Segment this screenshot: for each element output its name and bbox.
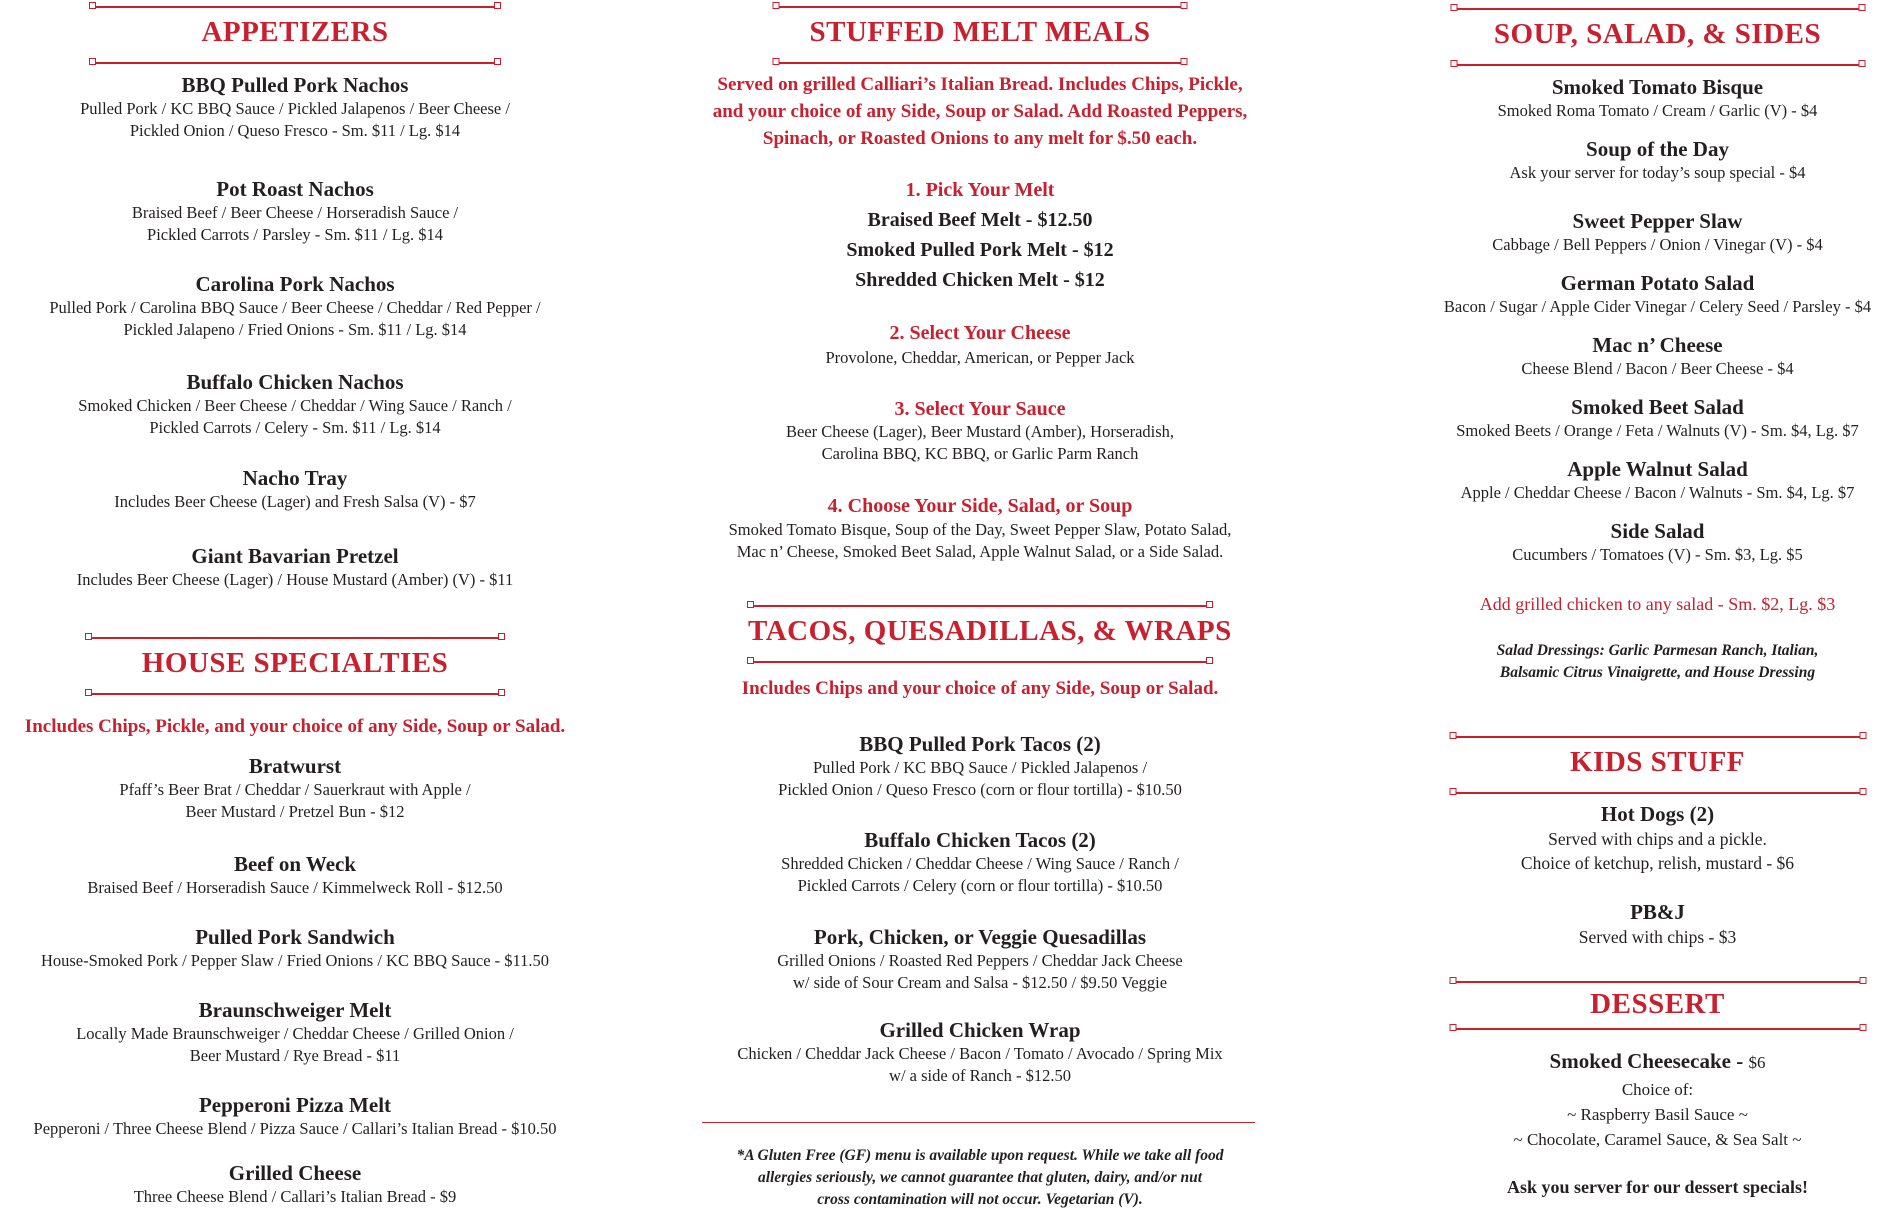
- item-desc: Served with chips - $3: [1578, 927, 1737, 947]
- menu-item: [0, 1161, 590, 1208]
- melt-option: Shredded Chicken Melt - $12: [855, 269, 1105, 291]
- item-desc: Locally Made Braunschweiger / Cheddar Cheese / Grilled Onion / Beer Mustard / Rye Bread - $11: [76, 1024, 514, 1065]
- item-name: Grilled Chicken Wrap: [879, 1018, 1081, 1042]
- gluten-free-disclaimer: *A Gluten Free (GF) menu is available upon request. While we take all food allergies seriously, we cannot guarantee that gluten, dairy, and/or nut cross contamination will not occur. Vegetarian (V).: [736, 1147, 1224, 1208]
- menu-item: [1415, 900, 1900, 949]
- item-desc: Smoked Chicken / Beer Cheese / Cheddar / Wing Sauce / Ranch / Pickled Carrots / Celery - Sm. $11 / Lg. $14: [78, 396, 512, 437]
- menu-item: [0, 998, 590, 1067]
- dessert-banner: [1450, 981, 1865, 1030]
- soup-salad-title: SOUP, SALAD, & SIDES: [1493, 18, 1822, 50]
- dessert-title: DESSERT: [1590, 988, 1725, 1020]
- menu-item: [0, 177, 590, 246]
- item-desc: Shredded Chicken / Cheddar Cheese / Wing Sauce / Ranch / Pickled Carrots / Celery (corn or flour tortilla) - $10.50: [781, 854, 1179, 895]
- item-desc: Bacon / Sugar / Apple Cider Vinegar / Celery Seed / Parsley - $4: [1443, 297, 1872, 316]
- stuffed-melt-intro: Served on grilled Calliari’s Italian Bread. Includes Chips, Pickle, and your choice of any Side, Soup or Salad. Add Roasted Peppers, Spinach, or Roasted Onions to any melt for $.50 each.: [712, 74, 1248, 149]
- item-name: Giant Bavarian Pretzel: [191, 544, 399, 568]
- item-name: Smoked Beet Salad: [1571, 395, 1744, 419]
- item-name: [1415, 1049, 1900, 1075]
- melt-option: Braised Beef Melt - $12.50: [867, 209, 1093, 231]
- item-name: Braunschweiger Melt: [198, 998, 392, 1022]
- item-desc: Served with chips and a pickle. Choice of ketchup, relish, mustard - $6: [1520, 829, 1795, 873]
- item-name: PB&J: [1630, 900, 1685, 924]
- cheese-options: Provolone, Cheddar, American, or Pepper Jack: [825, 348, 1135, 367]
- melt-list: [690, 205, 1270, 295]
- menu-item: [690, 1018, 1270, 1087]
- item-desc: Grilled Onions / Roasted Red Peppers / Cheddar Jack Cheese w/ side of Sour Cream and Salsa - $12.50 / $9.50 Veggie: [777, 951, 1183, 992]
- item-name: Buffalo Chicken Tacos (2): [864, 828, 1096, 852]
- item-name: German Potato Salad: [1560, 271, 1755, 295]
- dessert-specials-note: Ask you server for our dessert specials!: [1507, 1177, 1808, 1197]
- appetizers-banner: [90, 6, 500, 64]
- item-desc: Pulled Pork / KC BBQ Sauce / Pickled Jalapenos / Beer Cheese / Pickled Onion / Queso Fresco - Sm. $11 / Lg. $14: [80, 99, 510, 140]
- stuffed-melt-title: STUFFED MELT MEALS: [809, 16, 1151, 48]
- appetizers-title: APPETIZERS: [201, 16, 389, 48]
- item-name: BBQ Pulled Pork Nachos: [181, 73, 409, 97]
- menu-item: [0, 466, 590, 513]
- kids-stuff-title: KIDS STUFF: [1569, 746, 1745, 778]
- menu-item: [1415, 519, 1900, 566]
- add-chicken-note: Add grilled chicken to any salad - Sm. $2, Lg. $3: [1479, 594, 1836, 614]
- kids-stuff-banner: [1450, 736, 1865, 794]
- item-name: Buffalo Chicken Nachos: [186, 370, 404, 394]
- item-desc: Pepperoni / Three Cheese Blend / Pizza Sauce / Callari’s Italian Bread - $10.50: [33, 1119, 557, 1138]
- menu-item: [0, 754, 590, 823]
- item-desc: Choice of: ~ Raspberry Basil Sauce ~ ~ Chocolate, Caramel Sauce, & Sea Salt ~: [1513, 1080, 1802, 1149]
- item-desc: Pulled Pork / KC BBQ Sauce / Pickled Jalapenos / Pickled Onion / Queso Fresco (corn or flour tortilla) - $10.50: [778, 758, 1182, 799]
- soup-salad-banner: [1451, 8, 1864, 66]
- menu-item: [0, 925, 590, 972]
- item-name: Hot Dogs (2): [1600, 802, 1715, 826]
- step-pick-melt: 1. Pick Your Melt: [905, 179, 1055, 201]
- item-name: BBQ Pulled Pork Tacos (2): [859, 732, 1101, 756]
- tacos-title: TACOS, QUESADILLAS, & WRAPS: [748, 615, 1232, 647]
- item-desc: Cheese Blend / Bacon / Beer Cheese - $4: [1521, 359, 1794, 378]
- item-desc: Braised Beef / Horseradish Sauce / Kimmelweck Roll - $12.50: [87, 878, 503, 897]
- item-desc: Chicken / Cheddar Jack Cheese / Bacon / Tomato / Avocado / Spring Mix w/ a side of Ranch - $12.50: [737, 1044, 1223, 1085]
- item-desc: Three Cheese Blend / Callari’s Italian Bread - $9: [133, 1187, 457, 1206]
- item-name: Carolina Pork Nachos: [195, 272, 395, 296]
- menu-item: [1415, 271, 1900, 318]
- menu-item: [1415, 333, 1900, 380]
- item-name: Beef on Weck: [233, 852, 357, 876]
- item-desc: Pulled Pork / Carolina BBQ Sauce / Beer Cheese / Cheddar / Red Pepper / Pickled Jalapeno / Fried Onions - Sm. $11 / Lg. $14: [49, 298, 541, 339]
- item-name: Apple Walnut Salad: [1567, 457, 1748, 481]
- divider: [702, 1122, 1255, 1123]
- menu-item: [1415, 1049, 1900, 1152]
- melt-option: Smoked Pulled Pork Melt - $12: [846, 239, 1114, 261]
- item-name: Grilled Cheese: [228, 1161, 362, 1185]
- item-name: Sweet Pepper Slaw: [1572, 209, 1743, 233]
- item-desc: Cucumbers / Tomatoes (V) - Sm. $3, Lg. $5: [1512, 545, 1803, 564]
- menu-item: [0, 370, 590, 439]
- dessert-name: Smoked Cheesecake -: [1549, 1049, 1749, 1073]
- house-specialties-title: HOUSE SPECIALTIES: [141, 647, 449, 679]
- menu-item: [1415, 802, 1900, 875]
- item-name: Pulled Pork Sandwich: [195, 925, 395, 949]
- item-name: Pork, Chicken, or Veggie Quesadillas: [813, 925, 1147, 949]
- item-desc: Ask your server for today’s soup special - $4: [1509, 163, 1806, 182]
- house-specialties-banner: [86, 637, 504, 695]
- stuffed-melt-banner: [774, 6, 1187, 64]
- tacos-banner: [748, 605, 1232, 663]
- item-desc: Pfaff’s Beer Brat / Cheddar / Sauerkraut with Apple / Beer Mustard / Pretzel Bun - $12: [119, 780, 471, 821]
- menu-item: [0, 272, 590, 341]
- item-name: Bratwurst: [248, 754, 342, 778]
- item-name: Smoked Tomato Bisque: [1551, 75, 1764, 99]
- house-specialties-note: Includes Chips, Pickle, and your choice of any Side, Soup or Salad.: [24, 716, 566, 737]
- item-name: Soup of the Day: [1586, 137, 1729, 161]
- item-name: Side Salad: [1610, 519, 1705, 543]
- item-desc: Apple / Cheddar Cheese / Bacon / Walnuts - Sm. $4, Lg. $7: [1460, 483, 1855, 502]
- step-select-cheese: 2. Select Your Cheese: [889, 322, 1071, 344]
- menu-item: [0, 544, 590, 591]
- menu-item: [690, 925, 1270, 994]
- menu-item: [1415, 395, 1900, 442]
- item-desc: Smoked Roma Tomato / Cream / Garlic (V) - $4: [1497, 101, 1818, 120]
- item-desc: House-Smoked Pork / Pepper Slaw / Fried Onions / KC BBQ Sauce - $11.50: [40, 951, 550, 970]
- item-desc: Includes Beer Cheese (Lager) and Fresh Salsa (V) - $7: [114, 492, 476, 511]
- item-name: Pepperoni Pizza Melt: [198, 1093, 392, 1117]
- step-choose-side: 4. Choose Your Side, Salad, or Soup: [827, 495, 1133, 517]
- dessert-price: $6: [1748, 1053, 1766, 1072]
- tacos-note: Includes Chips and your choice of any Side, Soup or Salad.: [741, 678, 1219, 699]
- menu-item: [1415, 137, 1900, 184]
- menu-item: [690, 732, 1270, 801]
- step-select-sauce: 3. Select Your Sauce: [894, 398, 1066, 420]
- item-desc: Braised Beef / Beer Cheese / Horseradish Sauce / Pickled Carrots / Parsley - Sm. $11 / Lg. $14: [131, 203, 459, 244]
- item-desc: Smoked Beets / Orange / Feta / Walnuts (V) - Sm. $4, Lg. $7: [1456, 421, 1859, 440]
- item-desc: Includes Beer Cheese (Lager) / House Mustard (Amber) (V) - $11: [76, 570, 514, 589]
- item-name: Mac n’ Cheese: [1592, 333, 1723, 357]
- item-name: Pot Roast Nachos: [216, 177, 374, 201]
- menu-item: [0, 852, 590, 899]
- menu-item: [0, 1093, 590, 1140]
- item-name: Nacho Tray: [242, 466, 348, 490]
- salad-dressings: Salad Dressings: Garlic Parmesan Ranch, Italian, Balsamic Citrus Vinaigrette, and House Dressing: [1496, 642, 1819, 681]
- menu-item: [1415, 75, 1900, 122]
- menu-item: [1415, 457, 1900, 504]
- sauce-options: Beer Cheese (Lager), Beer Mustard (Amber), Horseradish, Carolina BBQ, KC BBQ, or Garlic Parm Ranch: [785, 422, 1175, 463]
- menu-item: [690, 828, 1270, 897]
- side-options: Smoked Tomato Bisque, Soup of the Day, Sweet Pepper Slaw, Potato Salad, Mac n’ Cheese, Smoked Beet Salad, Apple Walnut Salad, or a Side Salad.: [728, 520, 1232, 561]
- item-desc: Cabbage / Bell Peppers / Onion / Vinegar (V) - $4: [1492, 235, 1823, 254]
- menu-item: [0, 73, 590, 142]
- menu-item: [1415, 209, 1900, 256]
